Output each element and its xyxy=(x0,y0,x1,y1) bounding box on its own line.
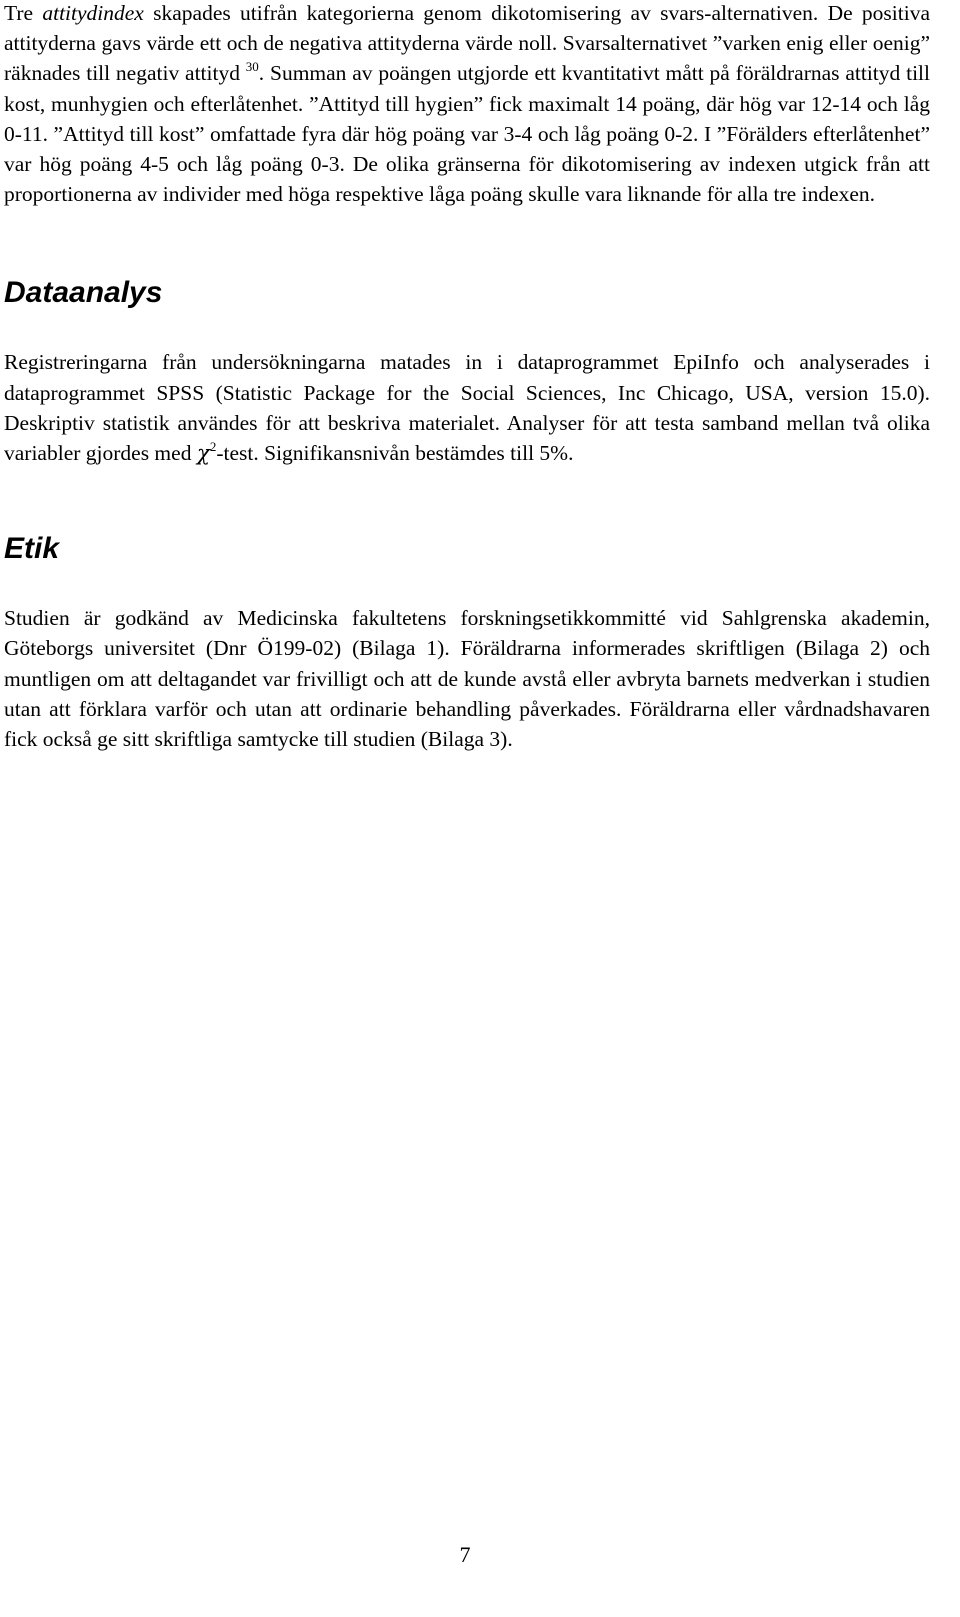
reference-superscript: 30 xyxy=(245,59,259,75)
chi-exponent: 2 xyxy=(209,439,217,455)
heading-etik: Etik xyxy=(4,532,60,566)
heading-dataanalys: Dataanalys xyxy=(4,276,163,310)
chi-symbol: χ xyxy=(196,441,210,467)
intro-text-start: Tre xyxy=(4,1,43,25)
dataanalys-text-end: -test. Signifikansnivån bestämdes till 5%. xyxy=(216,441,574,466)
intro-text-end: . Summan av poängen utgjorde ett kvantitativt mått på föräldrarnas attityd till kost, munhygien och efterlåtenhet. ”Attityd till hygien” fick maximalt 14 poäng, där hög var 12-14 och låg 0-11. ”Attityd till kost” omfattade fyra där hög poäng var 3-4 och låg poäng 0-2. I ”Förälders efterlåtenhet” var hög poäng 4-5 och låg poäng 0-3. De olika gränserna för dikotomisering av indexen utgick från att proportionerna av individer med höga respektive låga poäng skulle vara liknande för alla tre indexen. xyxy=(4,61,930,207)
intro-text-cont: skapades utifrån kategorierna genom dikotomisering av svars-alternativen. De positiva attityderna gavs värde ett och de negativa attityderna värde noll. Svarsalternativet ”varken enig eller oenig” räknades till negativ attityd xyxy=(4,1,930,86)
attitydindex-term: attitydindex xyxy=(42,1,144,25)
document-page xyxy=(4,0,930,754)
page-number: 7 xyxy=(459,1542,471,1567)
intro-paragraph xyxy=(4,0,930,209)
etik-paragraph: Studien är godkänd av Medicinska fakultetens forskningsetikkommitté vid Sahlgrenska akademin, Göteborgs universitet (Dnr Ö199-02) (Bilaga 1). Föräldrarna informerades skriftligen (Bilaga 2) och muntligen om att deltagandet var frivilligt och att de kunde avstå eller avbryta barnets medverkan i studien utan att förklara varför och utan att ordinarie behandling påverkades. Föräldrarna eller vårdnadshavaren fick också ge sitt skriftliga samtycke till studien (Bilaga 3). xyxy=(4,606,930,752)
dataanalys-text-start: Registreringarna från undersökningarna matades in i dataprogrammet EpiInfo och analyserades i dataprogrammet SPSS (Statistic Package for the Social Sciences, Inc Chicago, USA, version 15.0). Deskriptiv statistik användes för att beskriva materialet. Analyser för att testa samband mellan två olika variabler gjordes med xyxy=(4,350,930,466)
dataanalys-paragraph xyxy=(4,347,930,469)
